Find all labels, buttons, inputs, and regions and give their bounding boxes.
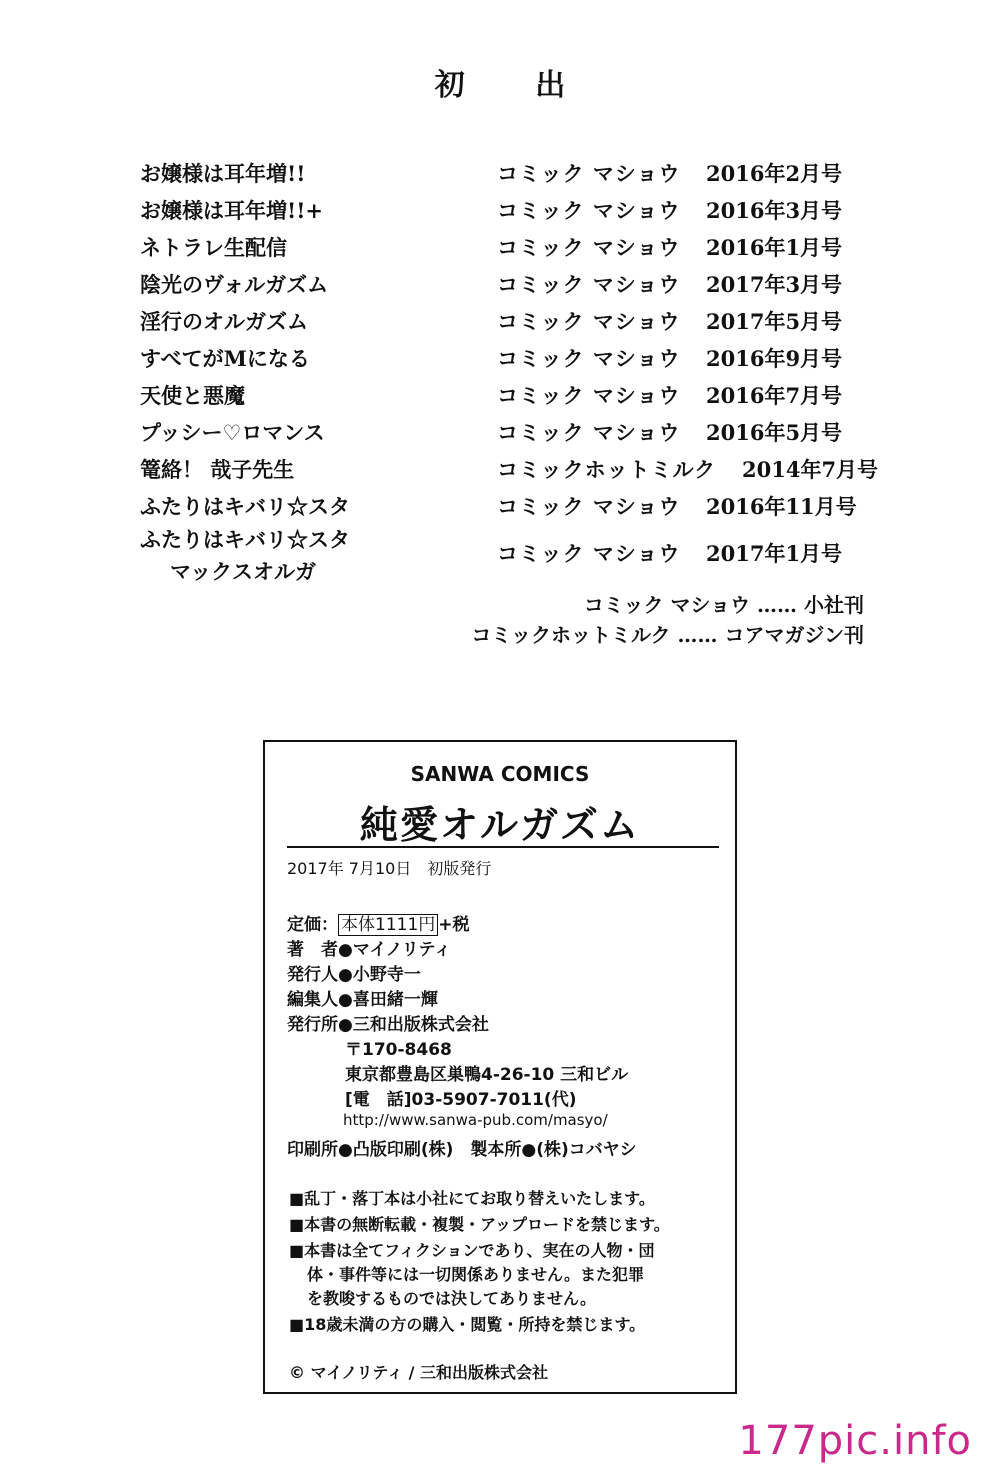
work-title-line: ふたりはキバリ☆スタ <box>140 527 350 552</box>
publication-row <box>0 269 1000 309</box>
watermark-text: 177pic.info <box>738 1418 972 1464</box>
work-title <box>140 343 310 373</box>
issue-date: 2016年3月号 <box>706 198 843 223</box>
magazine-name: コミック マショウ <box>497 494 681 519</box>
work-title-line: ふたりはキバリ☆スタ <box>140 494 350 519</box>
magazine-name: コミック マショウ <box>497 420 681 445</box>
issue-date: 2017年5月号 <box>706 309 843 334</box>
publication-row <box>0 158 1000 198</box>
website-url: http://www.sanwa-pub.com/masyo/ <box>343 1111 608 1129</box>
work-title <box>140 195 323 225</box>
price-value: 本体1111円 <box>338 914 438 936</box>
magazine-name: コミック マショウ <box>497 198 681 223</box>
phone: [電 話]03-5907-7011(代) <box>345 1090 577 1110</box>
publication-row <box>0 232 1000 272</box>
book-title: 純愛オルガズム <box>359 802 640 847</box>
work-title-line: マックスオルガ <box>170 559 316 584</box>
publication-row <box>0 195 1000 235</box>
magazine-name: コミック マショウ <box>497 309 681 334</box>
issue-date: 2016年7月号 <box>706 383 843 408</box>
work-title <box>140 269 328 299</box>
publisher-note: コミックホットミルク …… コアマガジン刊 <box>471 623 864 647</box>
price-label: 定価： <box>287 915 338 935</box>
work-title <box>140 491 350 521</box>
work-title-line: 篭絡！ 哉子先生 <box>140 457 295 482</box>
magazine-name: コミック マショウ <box>497 161 681 186</box>
notice-item: ■乱丁・落丁本は小社にてお取り替えいたします。 <box>289 1189 655 1208</box>
publication-row <box>0 343 1000 383</box>
address: 東京都豊島区巣鴨4-26-10 三和ビル <box>345 1065 629 1085</box>
price-line <box>287 910 470 935</box>
work-title-line: お嬢様は耳年増!!+ <box>140 198 324 223</box>
issue-date: 2016年5月号 <box>706 420 843 445</box>
work-title <box>140 454 294 484</box>
work-title <box>140 524 350 586</box>
issue-date: 2017年3月号 <box>706 272 843 297</box>
publication-row <box>0 527 1000 584</box>
issue-date: 2016年11月号 <box>706 494 857 519</box>
notice-item: ■本書の無断転載・複製・アップロードを禁じます。 <box>289 1215 670 1234</box>
work-title-line: プッシー♡ロマンス <box>140 420 325 445</box>
postal-code: 〒170-8468 <box>345 1040 452 1060</box>
author-line: 著 者●マイノリティ <box>287 940 452 960</box>
copyright-line: © マイノリティ / 三和出版株式会社 <box>289 1363 549 1382</box>
work-title-line: すべてがMになる <box>140 346 310 371</box>
issue-date: 2016年2月号 <box>706 161 843 186</box>
magazine-name: コミック マショウ <box>497 235 681 260</box>
publisher-line: 発行所●三和出版株式会社 <box>287 1015 489 1035</box>
publication-row <box>0 417 1000 457</box>
work-title <box>140 417 325 447</box>
notice-item: ■18歳未満の方の購入・閲覧・所持を禁じます。 <box>289 1315 646 1334</box>
magazine-name: コミック マショウ <box>497 272 681 297</box>
imprint-label: SANWA COMICS <box>410 762 590 786</box>
magazine-name: コミック マショウ <box>497 346 681 371</box>
work-title-line: 陰光のヴォルガズム <box>140 272 329 297</box>
price-suffix: +税 <box>438 915 470 935</box>
issue-date: 2016年9月号 <box>706 346 843 371</box>
work-title <box>140 158 305 188</box>
release-date: 2017年 7月10日 初版発行 <box>287 859 492 878</box>
publication-row <box>0 454 1000 494</box>
magazine-name: コミック マショウ <box>497 383 681 408</box>
printer-line: 印刷所●凸版印刷(株) 製本所●(株)コバヤシ <box>287 1140 637 1160</box>
issuer-line: 発行人●小野寺一 <box>287 965 421 985</box>
first-appearance-heading: 初 出 <box>434 68 596 103</box>
notice-item: ■本書は全てフィクションであり、実在の人物・団 <box>289 1241 655 1260</box>
work-title-line: お嬢様は耳年増!! <box>140 161 306 186</box>
work-title-line: 淫行のオルガズム <box>140 309 308 334</box>
editor-line: 編集人●喜田緒一輝 <box>287 990 438 1010</box>
magazine-name: コミック マショウ <box>497 541 681 566</box>
notice-item: を教唆するものでは決してありません。 <box>307 1289 596 1308</box>
publisher-notes <box>471 590 864 650</box>
work-title <box>140 232 287 262</box>
notice-item: 体・事件等には一切関係ありません。また犯罪 <box>307 1265 644 1284</box>
work-title <box>140 306 308 336</box>
work-title-line: ネトラレ生配信 <box>140 235 287 260</box>
work-title <box>140 380 245 410</box>
title-divider <box>287 846 719 848</box>
issue-date: 2017年1月号 <box>706 541 843 566</box>
issue-date: 2016年1月号 <box>706 235 843 260</box>
colophon-box <box>263 740 737 1394</box>
magazine-name: コミックホットミルク <box>497 457 717 482</box>
publication-row <box>0 380 1000 420</box>
publisher-note: コミック マショウ …… 小社刊 <box>583 593 864 617</box>
issue-date: 2014年7月号 <box>742 457 879 482</box>
work-title-line: 天使と悪魔 <box>140 383 245 408</box>
publication-row <box>0 306 1000 346</box>
